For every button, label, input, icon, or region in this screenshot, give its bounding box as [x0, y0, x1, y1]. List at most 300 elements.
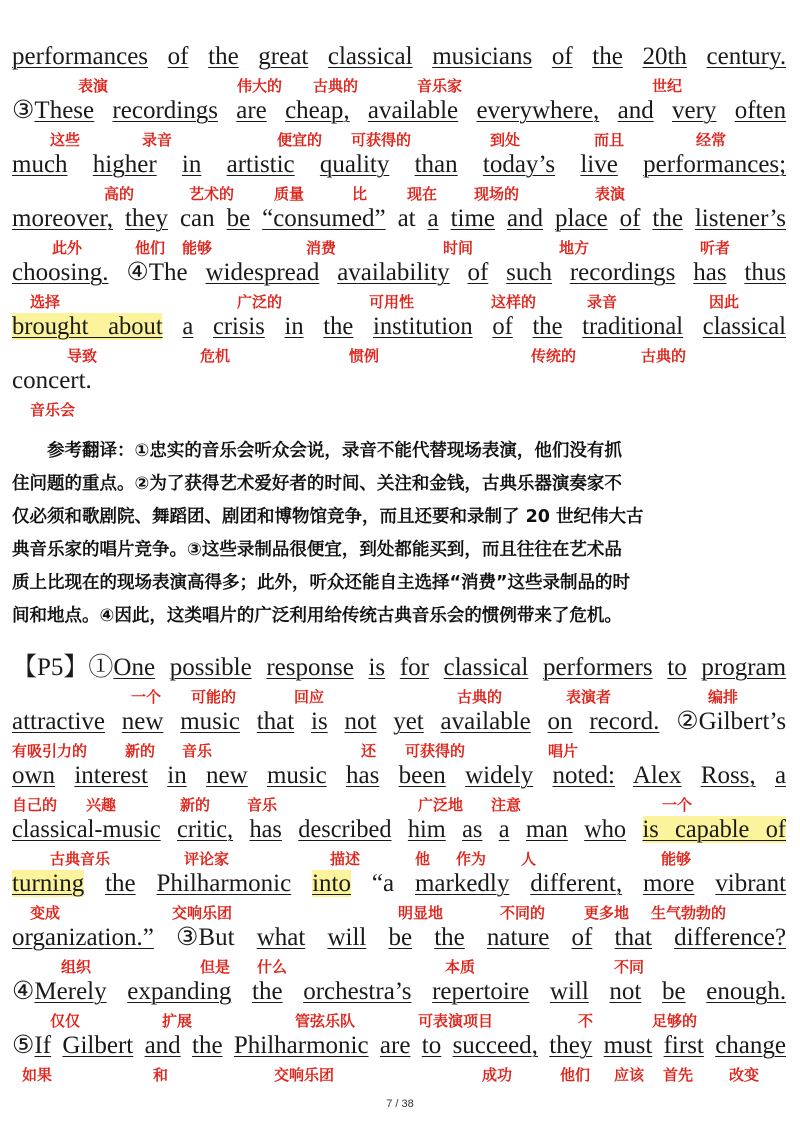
chinese-gloss: 自己的: [12, 796, 58, 814]
underlined-word: of: [619, 205, 641, 232]
chinese-gloss: 古典的: [641, 347, 687, 365]
text-segment: [201, 151, 226, 178]
underlined-word: has: [345, 762, 380, 789]
text-segment: [555, 151, 580, 178]
chinese-gloss: 人: [521, 850, 537, 868]
chinese-gloss: 时间: [443, 239, 474, 257]
text-segment: [716, 97, 734, 124]
highlighted-phrase: turning: [12, 870, 85, 897]
text-segment: [543, 205, 555, 232]
chinese-gloss: 地方: [559, 239, 590, 257]
chinese-gloss: 经常: [696, 131, 727, 149]
text-segment: [113, 205, 125, 232]
underlined-word: interest: [74, 762, 148, 789]
chinese-gloss: 而且: [594, 131, 625, 149]
underlined-word: program: [701, 654, 787, 681]
text-segment: [704, 1032, 715, 1059]
text-segment: [157, 151, 182, 178]
text-segment: [429, 654, 444, 681]
chinese-gloss: 交响乐团: [172, 904, 233, 922]
underlined-word: artistic: [226, 151, 295, 178]
english-line: [12, 150, 786, 180]
underlined-word: 20th: [642, 43, 687, 70]
text-segment: [68, 151, 93, 178]
chinese-gloss: 消费: [306, 239, 337, 257]
text-segment: ④: [12, 978, 35, 1005]
underlined-word: a: [498, 816, 510, 843]
underlined-word: Philharmonic: [233, 1032, 369, 1059]
chinese-gloss: 扩展: [162, 1012, 193, 1030]
chinese-gloss: 比: [352, 185, 368, 203]
text-segment: [473, 313, 493, 340]
chinese-gloss: 传统的: [531, 347, 577, 365]
text-segment: [389, 151, 414, 178]
text-segment: [694, 870, 715, 897]
text-segment: [412, 924, 434, 951]
text-segment: [305, 924, 327, 951]
text-segment: [187, 762, 206, 789]
chinese-gloss: 这些: [50, 131, 81, 149]
underlined-word: listener’s: [694, 205, 787, 232]
underlined-word: they: [549, 1032, 593, 1059]
underlined-word: quality: [319, 151, 390, 178]
text-segment: [592, 924, 614, 951]
text-segment: [687, 43, 707, 70]
underlined-word: of: [571, 924, 593, 951]
underlined-word: available: [440, 708, 531, 735]
underlined-word: what: [256, 924, 306, 951]
text-segment: [653, 654, 668, 681]
text-segment: [441, 1032, 452, 1059]
underlined-word: institution: [373, 313, 473, 340]
underlined-word: are: [236, 97, 267, 124]
text-segment: [549, 924, 571, 951]
underlined-word: repertoire: [432, 978, 530, 1005]
chinese-gloss: 更多地: [584, 904, 630, 922]
text-segment: [532, 43, 552, 70]
underlined-word: everywhere,: [476, 97, 600, 124]
chinese-gloss: 因此: [709, 293, 740, 311]
text-segment: [376, 708, 393, 735]
chinese-gloss: 古典音乐: [50, 850, 111, 868]
text-segment: [509, 870, 530, 897]
underlined-word: classical: [702, 313, 786, 340]
text-segment: concert.: [12, 367, 92, 394]
underlined-word: than: [414, 151, 458, 178]
text-segment: [163, 708, 180, 735]
chinese-gloss: 足够的: [652, 1012, 698, 1030]
text-segment: can: [179, 205, 215, 232]
underlined-word: and: [506, 205, 544, 232]
underlined-word: These: [34, 97, 95, 124]
underlined-word: has: [693, 259, 727, 286]
chinese-gloss: 改变: [729, 1066, 760, 1084]
text-segment: [328, 708, 345, 735]
underlined-word: that: [256, 708, 295, 735]
text-segment: [727, 259, 745, 286]
underlined-word: is: [368, 654, 386, 681]
highlighted-phrase: into: [312, 870, 352, 897]
text-segment: [424, 708, 441, 735]
chinese-gloss: 可用性: [369, 293, 415, 311]
underlined-word: that: [614, 924, 652, 951]
chinese-gloss: 表演者: [566, 688, 612, 706]
chinese-gloss: 此外: [52, 239, 83, 257]
chinese-gloss: 导致: [67, 347, 98, 365]
underlined-word: classical-music: [12, 816, 161, 843]
underlined-word: described: [298, 816, 392, 843]
chinese-gloss: 什么: [257, 958, 288, 976]
text-segment: [248, 762, 267, 789]
chinese-gloss: 还: [361, 742, 377, 760]
chinese-gloss: 首先: [663, 1066, 694, 1084]
chinese-gloss: 可获得的: [351, 131, 412, 149]
english-line: [12, 312, 786, 342]
text-segment: [319, 259, 337, 286]
underlined-word: a: [427, 205, 439, 232]
underlined-word: the: [434, 924, 465, 951]
chinese-gloss: 应该: [614, 1066, 645, 1084]
underlined-word: will: [549, 978, 589, 1005]
chinese-gloss: 录音: [142, 131, 173, 149]
chinese-gloss: 广泛地: [418, 796, 464, 814]
text-segment: [133, 1032, 144, 1059]
underlined-word: a: [774, 762, 787, 789]
chinese-gloss: 伟大的: [237, 77, 283, 95]
chinese-gloss: 作为: [456, 850, 487, 868]
chinese-gloss: 录音: [587, 293, 618, 311]
underlined-word: own: [12, 762, 56, 789]
text-segment: [683, 205, 695, 232]
text-segment: [84, 870, 105, 897]
underlined-word: record.: [589, 708, 660, 735]
chinese-gloss: 音乐: [182, 742, 213, 760]
text-segment: [282, 816, 298, 843]
text-segment: [239, 43, 259, 70]
text-segment: [652, 1032, 663, 1059]
text-segment: at: [397, 205, 416, 232]
chinese-gloss: 交响乐团: [274, 1066, 335, 1084]
underlined-word: often: [734, 97, 787, 124]
text-segment: [626, 816, 642, 843]
chinese-gloss: 仅仅: [50, 1012, 81, 1030]
chinese-gloss: 可表演项目: [418, 1012, 494, 1030]
underlined-word: in: [167, 762, 187, 789]
underlined-word: as: [462, 816, 483, 843]
underlined-word: moreover,: [12, 205, 114, 232]
underlined-word: thus: [744, 259, 787, 286]
text-segment: [599, 97, 617, 124]
underlined-word: Ross,: [700, 762, 756, 789]
underlined-word: yet: [393, 708, 424, 735]
text-segment: [482, 816, 498, 843]
underlined-word: markedly: [414, 870, 510, 897]
english-line: [12, 977, 786, 1007]
text-segment: [618, 151, 643, 178]
text-segment: [94, 97, 112, 124]
underlined-word: Philharmonic: [156, 870, 292, 897]
chinese-gloss: 音乐会: [30, 401, 76, 419]
text-segment: [513, 313, 533, 340]
underlined-word: first: [663, 1032, 704, 1059]
text-segment: [573, 43, 593, 70]
text-segment: ③But: [176, 924, 235, 951]
chinese-gloss: 广泛的: [237, 293, 283, 311]
text-segment: [283, 978, 304, 1005]
page-number: 7 / 38: [386, 1098, 414, 1110]
chinese-gloss: 本质: [445, 958, 476, 976]
text-segment: [529, 978, 550, 1005]
underlined-word: performances;: [643, 151, 787, 178]
text-segment: [413, 43, 433, 70]
underlined-word: him: [407, 816, 446, 843]
underlined-word: live: [580, 151, 618, 178]
underlined-word: the: [208, 43, 239, 70]
underlined-word: will: [327, 924, 367, 951]
underlined-word: different,: [530, 870, 623, 897]
underlined-word: higher: [92, 151, 157, 178]
chinese-gloss: 生气勃勃的: [651, 904, 727, 922]
text-segment: [573, 708, 590, 735]
underlined-word: not: [344, 708, 377, 735]
text-segment: [215, 205, 227, 232]
underlined-word: performances: [12, 43, 149, 70]
chinese-gloss: 高的: [104, 185, 135, 203]
english-line: [12, 96, 786, 126]
chinese-gloss: 表演: [595, 185, 626, 203]
underlined-word: Gilbert: [62, 1032, 134, 1059]
text-segment: ②Gilbert’s: [676, 708, 787, 735]
underlined-word: response: [266, 654, 354, 681]
translation-line: 间和地点。④因此，这类唱片的广泛利用给传统古典音乐会的惯例带来了危机。: [12, 606, 622, 626]
underlined-word: recordings: [569, 259, 676, 286]
text-segment: [107, 978, 128, 1005]
underlined-word: classical: [443, 654, 529, 681]
chinese-gloss: 他们: [560, 1066, 591, 1084]
text-segment: [392, 816, 408, 843]
underlined-word: place: [554, 205, 608, 232]
chinese-gloss: 古典的: [457, 688, 503, 706]
underlined-word: been: [398, 762, 446, 789]
text-segment: [568, 816, 584, 843]
text-segment: [218, 97, 236, 124]
text-segment: [410, 1032, 421, 1059]
text-segment: [488, 259, 506, 286]
text-segment: [294, 708, 311, 735]
chinese-gloss: 但是: [200, 958, 231, 976]
text-segment: [681, 762, 700, 789]
text-segment: [353, 313, 373, 340]
underlined-word: “consumed”: [262, 205, 386, 232]
text-segment: [592, 1032, 603, 1059]
underlined-word: very: [672, 97, 717, 124]
text-segment: [193, 313, 213, 340]
english-line: [12, 923, 786, 953]
underlined-word: nature: [486, 924, 550, 951]
text-segment: [231, 978, 252, 1005]
underlined-word: music: [266, 762, 327, 789]
text-segment: [458, 151, 483, 178]
underlined-word: a: [182, 313, 194, 340]
chinese-gloss: 注意: [491, 796, 522, 814]
underlined-word: be: [388, 924, 413, 951]
text-segment: [615, 762, 633, 789]
chinese-gloss: 和: [153, 1066, 169, 1084]
underlined-word: attractive: [12, 708, 105, 735]
underlined-word: availability: [337, 259, 450, 286]
underlined-word: crisis: [212, 313, 265, 340]
underlined-word: is: [311, 708, 328, 735]
text-segment: [265, 313, 285, 340]
underlined-word: today’s: [482, 151, 556, 178]
text-segment: [538, 1032, 549, 1059]
underlined-word: the: [323, 313, 354, 340]
text-segment: [267, 97, 285, 124]
text-segment: [562, 313, 582, 340]
underlined-word: must: [603, 1032, 653, 1059]
text-segment: [223, 1032, 234, 1059]
chinese-gloss: 不: [578, 1012, 594, 1030]
english-line: [12, 42, 786, 72]
text-segment: [533, 762, 552, 789]
underlined-word: of: [551, 43, 573, 70]
translation-line: 仅必须和歌剧院、舞蹈团、剧团和博物馆竞争，而且还要和录制了 20 世纪伟大古: [12, 507, 644, 527]
underlined-word: who: [584, 816, 627, 843]
underlined-word: performers: [542, 654, 653, 681]
text-segment: [385, 654, 400, 681]
underlined-word: critic,: [177, 816, 234, 843]
text-segment: [295, 151, 320, 178]
underlined-word: expanding: [127, 978, 232, 1005]
underlined-word: musicians: [432, 43, 533, 70]
chinese-gloss: 他们: [135, 239, 166, 257]
text-segment: “a: [371, 870, 395, 897]
chinese-gloss: 古典的: [313, 77, 359, 95]
underlined-word: the: [532, 313, 563, 340]
chinese-gloss: 世纪: [652, 77, 683, 95]
english-line: [12, 653, 786, 683]
chinese-gloss: 不同: [614, 958, 645, 976]
chinese-gloss: 选择: [30, 293, 61, 311]
text-segment: [304, 313, 324, 340]
chinese-gloss: 编排: [708, 688, 739, 706]
text-segment: [233, 816, 249, 843]
underlined-word: the: [652, 205, 683, 232]
underlined-word: and: [617, 97, 654, 124]
text-segment: [439, 205, 451, 232]
underlined-word: the: [592, 43, 623, 70]
underlined-word: for: [399, 654, 429, 681]
underlined-word: the: [105, 870, 136, 897]
text-segment: [181, 1032, 192, 1059]
underlined-word: new: [121, 708, 164, 735]
english-line: [12, 707, 786, 737]
text-segment: [528, 654, 543, 681]
text-segment: [641, 978, 662, 1005]
text-segment: [756, 762, 775, 789]
underlined-word: noted:: [552, 762, 615, 789]
chinese-gloss: 音乐: [247, 796, 278, 814]
chinese-gloss: 明显地: [398, 904, 444, 922]
text-segment: [640, 205, 652, 232]
underlined-word: on: [547, 708, 573, 735]
text-segment: [659, 708, 676, 735]
english-line: [12, 815, 786, 845]
text-segment: [654, 97, 672, 124]
text-segment: 【P5】①: [12, 654, 114, 681]
underlined-word: of: [492, 313, 513, 340]
highlighted-phrase: is capable of: [642, 816, 786, 843]
text-segment: [55, 762, 74, 789]
chinese-gloss: 新的: [180, 796, 211, 814]
chinese-gloss: 一个: [662, 796, 693, 814]
underlined-word: they: [124, 205, 169, 232]
chinese-gloss: 音乐家: [417, 77, 463, 95]
underlined-word: Alex: [632, 762, 682, 789]
chinese-gloss: 便宜的: [277, 131, 323, 149]
underlined-word: music: [180, 708, 240, 735]
underlined-word: widespread: [205, 259, 320, 286]
text-segment: ③: [12, 97, 35, 124]
underlined-word: are: [379, 1032, 411, 1059]
chinese-gloss: 一个: [131, 688, 162, 706]
underlined-word: cheap,: [285, 97, 350, 124]
underlined-word: possible: [169, 654, 252, 681]
translation-line: 住问题的重点。②为了获得艺术爱好者的时间、关注和金钱，古典乐器演奏家不: [12, 474, 622, 494]
text-segment: [154, 924, 176, 951]
chinese-gloss: 能够: [182, 239, 213, 257]
text-segment: [510, 816, 526, 843]
english-line: [12, 761, 786, 791]
text-segment: [552, 259, 570, 286]
chinese-gloss: 他: [415, 850, 431, 868]
text-segment: [291, 870, 312, 897]
chinese-gloss: 到处: [490, 131, 521, 149]
underlined-word: of: [467, 259, 489, 286]
underlined-word: to: [421, 1032, 442, 1059]
text-segment: [446, 816, 462, 843]
text-segment: [109, 259, 127, 286]
chinese-gloss: 如果: [22, 1066, 53, 1084]
underlined-word: If: [34, 1032, 52, 1059]
text-segment: [366, 924, 388, 951]
underlined-word: be: [226, 205, 251, 232]
english-line: [12, 204, 786, 234]
text-segment: [683, 313, 703, 340]
text-segment: [250, 205, 262, 232]
text-segment: [354, 654, 369, 681]
underlined-word: in: [284, 313, 304, 340]
underlined-word: century.: [706, 43, 787, 70]
text-segment: [189, 43, 209, 70]
chinese-gloss: 兴趣: [86, 796, 117, 814]
chinese-gloss: 质量: [274, 185, 305, 203]
highlighted-phrase: brought about: [12, 313, 163, 340]
underlined-word: new: [206, 762, 248, 789]
underlined-word: change: [715, 1032, 786, 1059]
chinese-gloss: 能够: [661, 850, 692, 868]
underlined-word: recordings: [112, 97, 218, 124]
underlined-word: classical: [327, 43, 413, 70]
text-segment: [411, 978, 432, 1005]
english-line: [12, 258, 786, 288]
text-segment: [188, 259, 206, 286]
english-line: [12, 1031, 786, 1061]
underlined-word: has: [249, 816, 282, 843]
chinese-gloss: 成功: [482, 1066, 513, 1084]
chinese-gloss: 现场的: [474, 185, 520, 203]
underlined-word: such: [506, 259, 552, 286]
